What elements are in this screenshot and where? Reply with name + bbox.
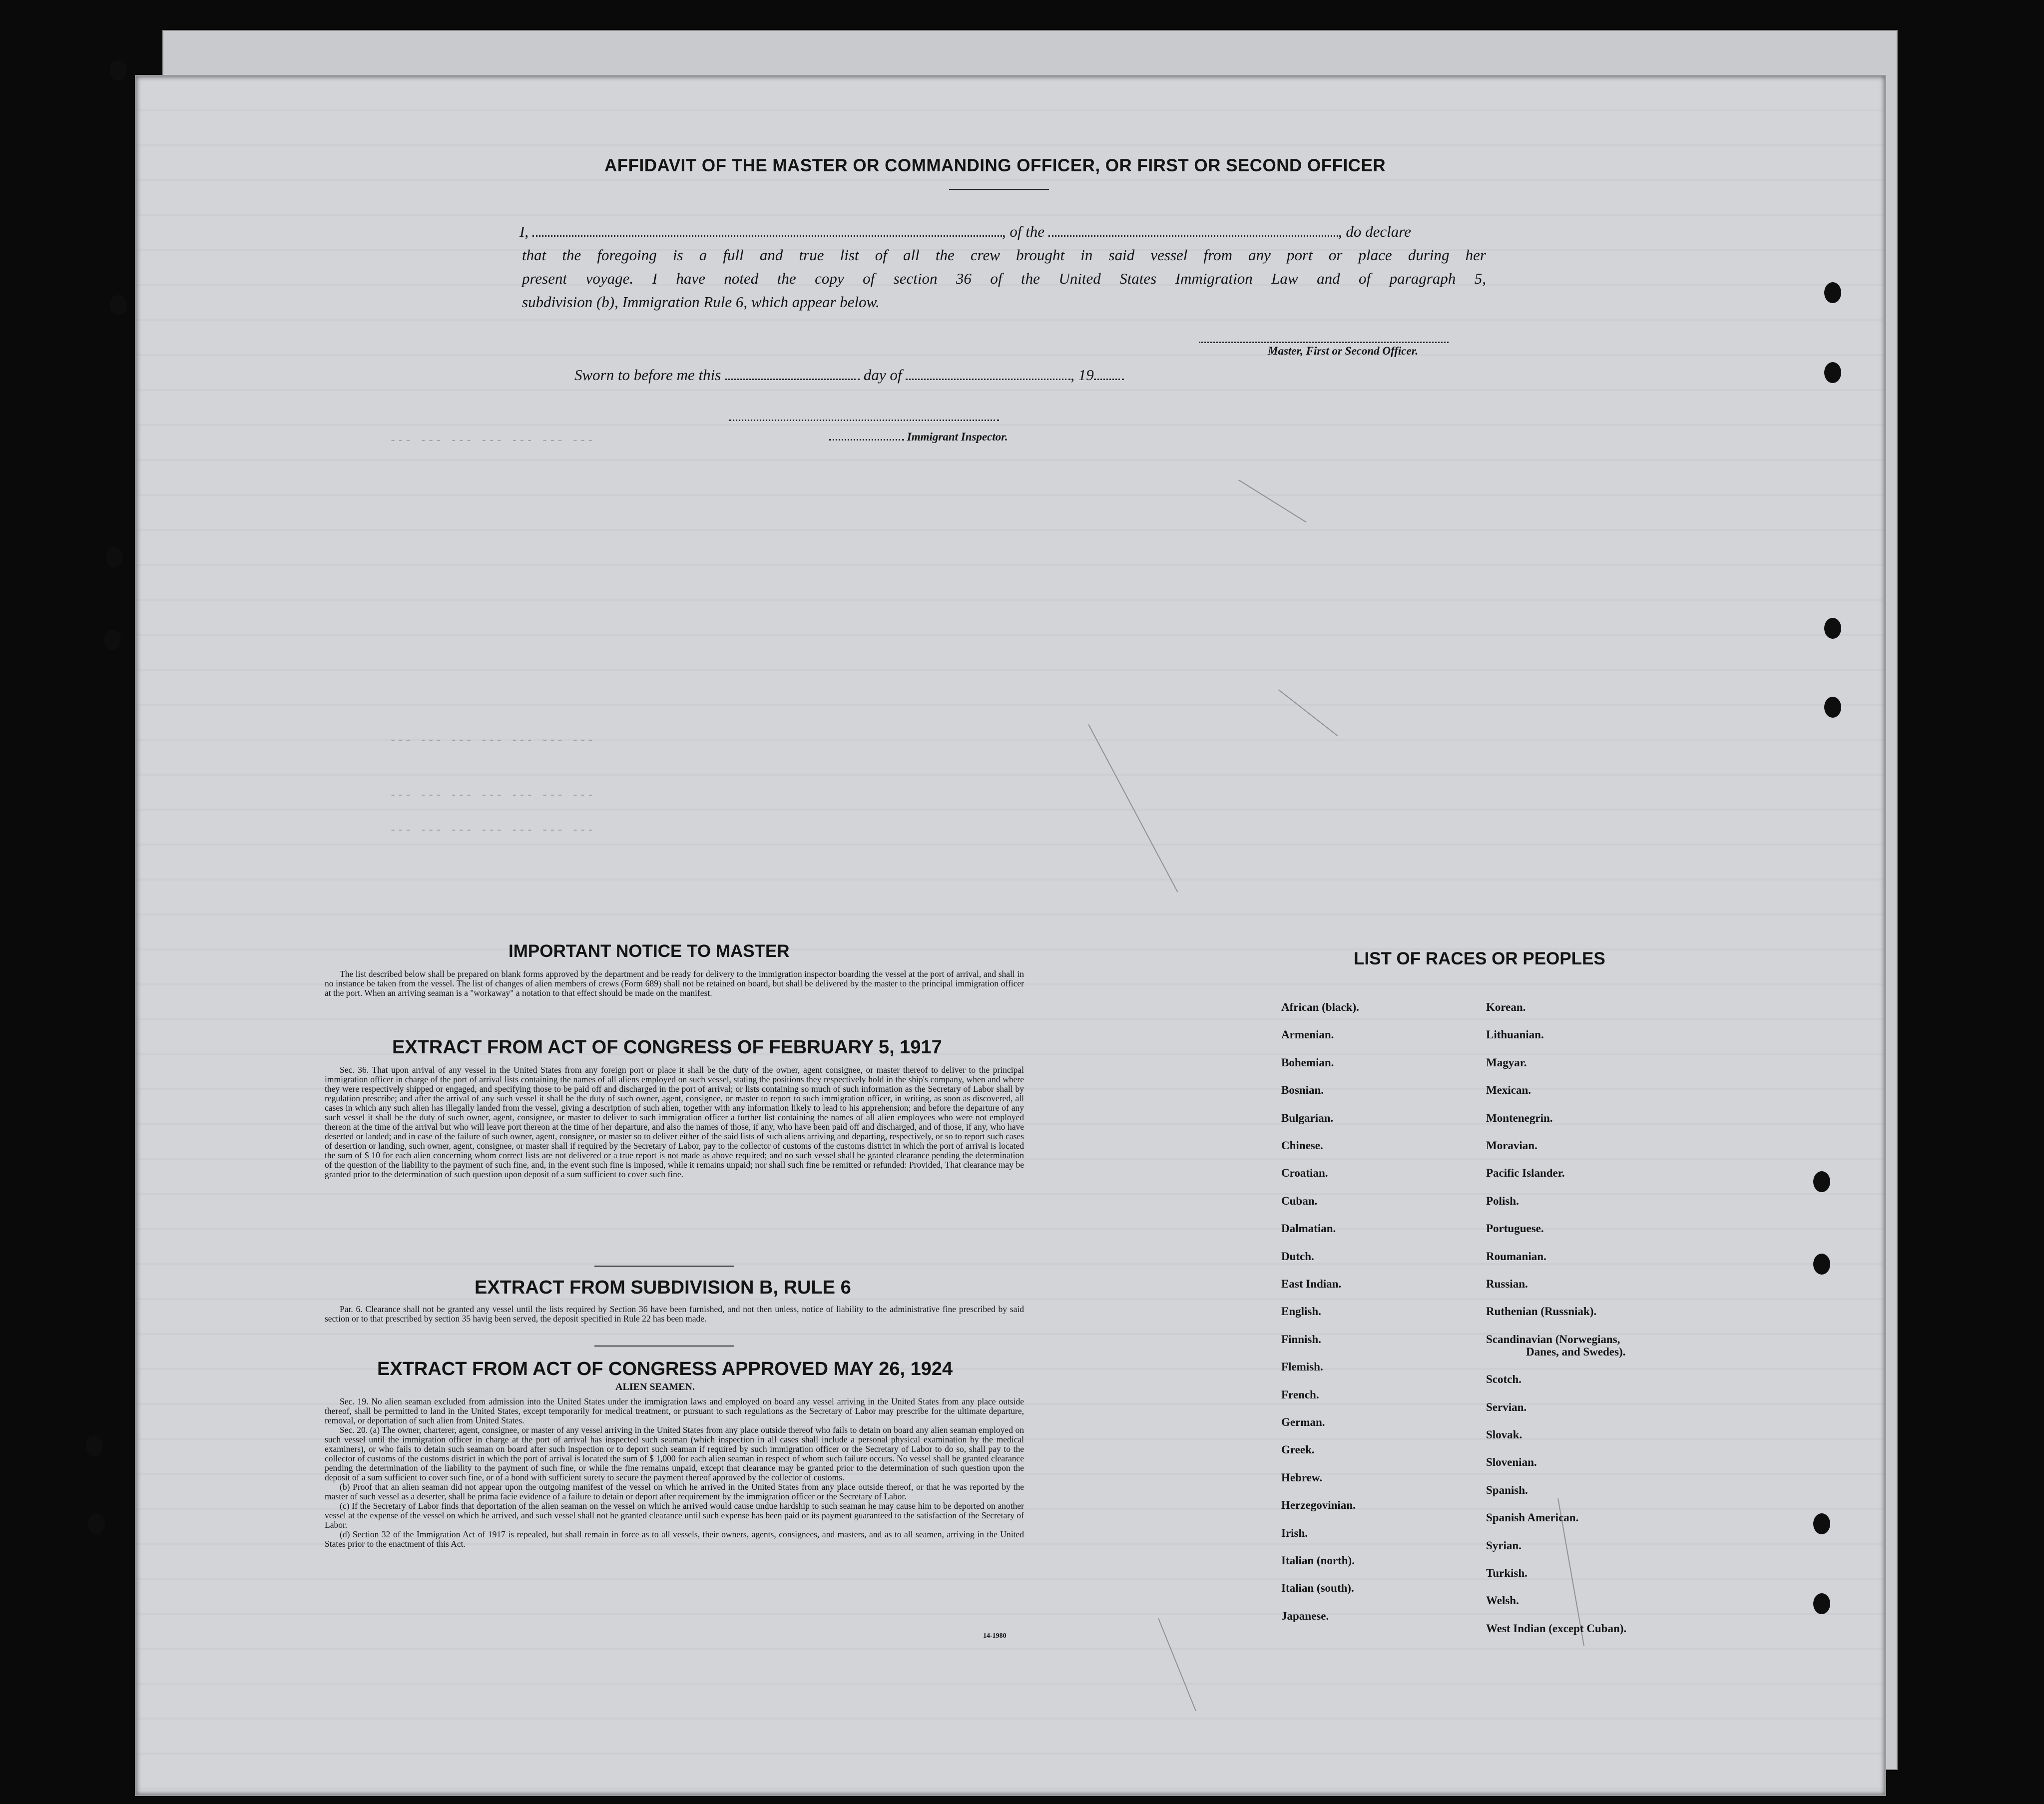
sec-20c: (c) If the Secretary of Labor finds that deportation of the alien seaman on the vessel on which he arrived would cause undue hardship to such seaman he may cause him to be deported on another vessel at the expense of the vessel on which he arrived, and such vessel shall not be granted clearance until such expense has been paid or its payment guaranteed to the satisfaction of the Secretary of Labor. — [325, 1501, 1024, 1530]
affidavit-declare: , do declare — [1338, 223, 1411, 240]
affidavit-line-4: subdivision (b), Immigration Rule 6, which appear below. — [522, 293, 880, 311]
binder-hole — [104, 629, 121, 650]
extract-1917-title: EXTRACT FROM ACT OF CONGRESS OF FEBRUARY 5, 1917 — [392, 1037, 942, 1058]
inspector-label — [829, 431, 1008, 444]
race-item: Slovenian. — [1486, 1456, 1537, 1469]
month-blank[interactable] — [906, 367, 1070, 380]
master-signature-blank[interactable] — [1199, 330, 1449, 343]
affidavit-line-3: present voyage. I have noted the copy of section 36 of the United States Immigration Law and of paragraph 5, — [522, 270, 1486, 287]
race-item: Scotch. — [1486, 1373, 1522, 1386]
race-item: Chinese. — [1281, 1139, 1323, 1152]
year-blank[interactable] — [1094, 367, 1124, 380]
bleed-through-row: --- --- --- --- --- --- --- — [390, 435, 595, 447]
inspector-dash — [829, 432, 904, 441]
sec-20a: Sec. 20. (a) The owner, charterer, agent, consignee, or master of any vessel arriving in the United States from any place outside thereof who fails to detain on board any alien seaman employed on such vessel until the immigration officer in charge at the port of arrival has inspected such seaman (which inspection in all cases shall include a personal physical examination by the medical examiners), or who fails to detain such seaman on board after such inspection or to deport such seaman if required by such immigration officer or the Secretary of Labor to do so, shall pay to the collector of customs of the customs district in which the port of arrival is located the sum of $ 1,000 for each alien seaman in respect of whom such failure occurs. No vessel shall be granted clearance pending the determination of the liability to the payment of such fine, or while the fine remains unpaid, except that clearance may be granted prior to the determination of such question upon the deposit of a sum sufficient to cover such fine, or of a bond with sufficient surety to secure the payment thereof approved by the collector of customs. — [325, 1425, 1024, 1482]
extract-1924-subtitle: ALIEN SEAMEN. — [615, 1381, 695, 1392]
name-blank[interactable] — [532, 223, 1002, 237]
race-item: Portuguese. — [1486, 1222, 1544, 1235]
race-item: Bulgarian. — [1281, 1111, 1334, 1124]
race-item: Greek. — [1281, 1443, 1315, 1456]
section-divider — [594, 1266, 734, 1267]
binder-hole — [1824, 618, 1841, 639]
sworn-label: Sworn to before me this — [574, 366, 721, 384]
bleed-through-row: --- --- --- --- --- --- --- — [390, 824, 595, 837]
notice-title: IMPORTANT NOTICE TO MASTER — [509, 941, 790, 961]
binder-hole — [86, 1436, 103, 1457]
bleed-through-row: --- --- --- --- --- --- --- — [390, 789, 595, 802]
race-item: Roumanian. — [1486, 1250, 1546, 1263]
binder-hole — [110, 295, 127, 316]
race-item: Pacific Islander. — [1486, 1167, 1565, 1180]
year-label: , 19 — [1070, 366, 1094, 384]
vessel-blank[interactable] — [1048, 223, 1338, 237]
subdivision-text: Par. 6. Clearance shall not be granted any vessel until the lists required by Section 36 have been furnished, and not then unless, notice of liability to the administrative fine prescribed by said section or to that prescribed by section 35 havig been served, the deposit specified in Rule 22 has been made. — [325, 1304, 1024, 1324]
race-item: Spanish. — [1486, 1483, 1528, 1496]
binder-hole — [1813, 1513, 1830, 1534]
binder-hole — [1824, 282, 1841, 303]
race-item: German. — [1281, 1416, 1325, 1428]
race-item: Croatian. — [1281, 1167, 1328, 1180]
race-item: East Indian. — [1281, 1278, 1342, 1290]
race-item: Montenegrin. — [1486, 1111, 1553, 1124]
binder-hole — [88, 1513, 105, 1534]
race-item: Scandinavian (Norwegians, — [1486, 1333, 1620, 1346]
race-item: Spanish American. — [1486, 1511, 1579, 1524]
race-item: Ruthenian (Russniak). — [1486, 1305, 1597, 1318]
binder-hole — [1813, 1254, 1830, 1275]
race-item: Dutch. — [1281, 1250, 1314, 1263]
binder-hole — [1824, 697, 1841, 718]
race-item: Danes, and Swedes). — [1526, 1345, 1626, 1358]
bleed-through-row: --- --- --- --- --- --- --- — [390, 734, 595, 747]
race-item: English. — [1281, 1305, 1321, 1318]
sec-20d: (d) Section 32 of the Immigration Act of 1917 is repealed, but shall remain in force as to all vessels, their owners, agents, consignees, and masters, and as to all seamen, arriving in the United States prior to the enactment of this Act. — [325, 1529, 1024, 1549]
race-item: Hebrew. — [1281, 1471, 1322, 1484]
race-item: Irish. — [1281, 1526, 1308, 1539]
form-number: 14-1980 — [983, 1632, 1007, 1640]
race-item: Flemish. — [1281, 1360, 1323, 1373]
sec-19: Sec. 19. No alien seaman excluded from admission into the United States under the immigration laws and employed on board any vessel arriving in the United States from any place outside thereof, shall be permitted to land in the United States, except temporarily for medical treatment, or pursuant to such regulations as the Secretary of Labor may prescribe for the ultimate departure, removal, or deportation of such alien from United States. — [325, 1396, 1024, 1425]
subdivision-title: EXTRACT FROM SUBDIVISION B, RULE 6 — [475, 1277, 851, 1298]
day-of-label: day of — [863, 366, 902, 384]
race-item: Bohemian. — [1281, 1056, 1334, 1069]
sec-20b: (b) Proof that an alien seaman did not appear upon the outgoing manifest of the vessel on which he arrived in the United States from any place outside thereof, or that he was reported by the master of such vessel as a deserter, shall be prima facie evidence of a failure to detain or deport after requirement by the immigration officer or the Secretary of Labor. — [325, 1482, 1024, 1501]
inspector-signature-blank[interactable] — [729, 408, 999, 421]
binder-hole — [1813, 1593, 1830, 1614]
race-item: Italian (north). — [1281, 1554, 1355, 1567]
affidavit-i: I, — [519, 223, 529, 240]
affidavit-title: AFFIDAVIT OF THE MASTER OR COMMANDING OFFICER, OR FIRST OR SECOND OFFICER — [604, 156, 1386, 175]
race-item: Finnish. — [1281, 1333, 1321, 1346]
binder-hole — [1824, 362, 1841, 383]
race-item: African (black). — [1281, 1001, 1359, 1013]
notice-text: The list described below shall be prepared on blank forms approved by the department and be ready for delivery to the immigration inspector boarding the vessel at the port of arrival, and shall in no instance be taken from the vessel. The list of changes of alien members of crews (Form 689) shall not be retained on board, but shall be delivered by the master to the principal immigration officer at the port. When an arriving seaman is a "workaway" a notation to that effect should be made on the manifest. — [325, 969, 1024, 998]
race-item: Slovak. — [1486, 1428, 1523, 1441]
race-item: Magyar. — [1486, 1056, 1527, 1069]
binder-hole — [110, 60, 127, 81]
race-item: Herzegovinian. — [1281, 1499, 1356, 1512]
races-title: LIST OF RACES OR PEOPLES — [1354, 949, 1605, 968]
race-item: Armenian. — [1281, 1028, 1334, 1041]
title-underline — [949, 189, 1049, 190]
race-item: Russian. — [1486, 1278, 1528, 1290]
race-item: Syrian. — [1486, 1539, 1522, 1552]
binder-hole — [1813, 1171, 1830, 1192]
race-item: Turkish. — [1486, 1566, 1528, 1579]
race-item: Mexican. — [1486, 1084, 1532, 1097]
race-item: Korean. — [1486, 1001, 1526, 1013]
sworn-line — [574, 363, 1124, 387]
race-item: Dalmatian. — [1281, 1222, 1336, 1235]
binder-hole — [106, 547, 123, 568]
race-item: Lithuanian. — [1486, 1028, 1544, 1041]
master-signature-label: Master, First or Second Officer. — [1268, 345, 1419, 357]
race-item: West Indian (except Cuban). — [1486, 1622, 1627, 1635]
race-item: French. — [1281, 1388, 1319, 1401]
race-item: Bosnian. — [1281, 1084, 1324, 1097]
race-item: Cuban. — [1281, 1194, 1318, 1207]
race-item: Moravian. — [1486, 1139, 1537, 1152]
race-item: Polish. — [1486, 1194, 1519, 1207]
extract-1917-text: Sec. 36. That upon arrival of any vessel in the United States from any foreign port or place it shall be the duty of the owner, agent consignee, or master thereof to deliver to the principal immigration officer in charge of the port of arrival lists containing the names of all aliens employed on such vessel, stating the positions they respectively hold in the ship's company, when and where they were respectively shipped or engaged, and specifying those to be paid off and discharged in the port of arrival; or lists containing so much of such information as the Secretary of Labor shall by regulation prescribe; and after the arrival of any such vessel it shall be the duty of such owner, agent, consignee, or master to report to such immigration officer, in writing, as soon as discovered, all cases in which any such alien has illegally landed from the vessel, giving a description of such alien, together with any information likely to lead to his apprehension; and before the departure of any such vessel it shall be the duty of such owner, agent, consignee, or master to deliver to such immigration officer a further list containing the names of all alien employees who were not employed thereon at the time of the arrival but who will leave port thereon at the time of her departure, and also the names of those, if any, who have been paid off and discharged, and of those, if any, who have deserted or landed; and in case of the failure of such owner, agent, consignee, or master so to deliver either of the said lists of such aliens arriving and departing, respectively, or so to report such cases of desertion or landing, such owner, agent, consignee, or master shall if required by the Secretary of Labor, pay to the collector of customs of the customs district in which the port of arrival is located the sum of $ 10 for each alien concerning whom correct lists are not delivered or a true report is not made as above required; and no such vessel shall be granted clearance pending the determination of the question of the liability to the payment of such fine, and, in the event such fine is imposed, while it remains unpaid; nor shall such fine be remitted or refunded: Provided, That clearance may be granted prior to the determination of such question upon deposit of a sum sufficient to cover such fine. — [325, 1065, 1024, 1179]
affidavit-line-2: that the foregoing is a full and true list of all the crew brought in said vessel from any port or place during her — [522, 246, 1486, 264]
affidavit-of-the: , of the — [1002, 223, 1045, 240]
section-divider — [594, 1346, 734, 1347]
inspector-text: Immigrant Inspector. — [907, 431, 1008, 443]
race-item: Servian. — [1486, 1400, 1527, 1413]
affidavit-line-1 — [519, 220, 1484, 244]
sworn-day-blank[interactable] — [725, 367, 860, 380]
race-item: Italian (south). — [1281, 1582, 1354, 1595]
race-item: Japanese. — [1281, 1609, 1329, 1622]
extract-1924-title: EXTRACT FROM ACT OF CONGRESS APPROVED MAY 26, 1924 — [377, 1358, 953, 1379]
extract-1924-text — [325, 1397, 1024, 1549]
race-item: Welsh. — [1486, 1594, 1519, 1607]
